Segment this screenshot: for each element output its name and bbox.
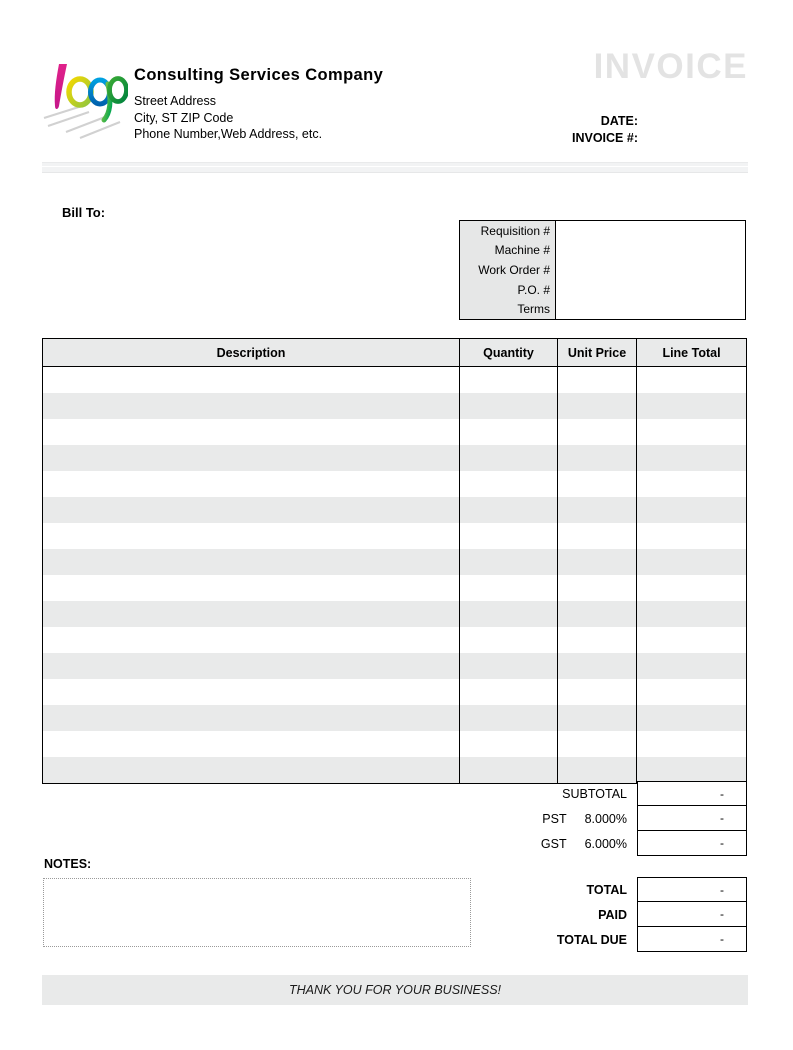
cell-quantity[interactable] bbox=[460, 601, 558, 627]
total-due-row bbox=[420, 927, 747, 952]
cell-description[interactable] bbox=[43, 575, 460, 601]
requisition-label-po: P.O. # bbox=[517, 282, 550, 297]
cell-quantity[interactable] bbox=[460, 679, 558, 705]
cell-description[interactable] bbox=[43, 471, 460, 497]
tax-totals-block bbox=[420, 781, 747, 856]
requisition-label-terms: Terms bbox=[517, 302, 550, 317]
address-line-1: Street Address bbox=[134, 94, 216, 108]
cell-quantity[interactable] bbox=[460, 367, 558, 393]
cell-unit-price[interactable] bbox=[558, 731, 637, 757]
cell-quantity[interactable] bbox=[460, 393, 558, 419]
cell-unit-price[interactable] bbox=[558, 601, 637, 627]
column-header-unit-price: Unit Price bbox=[558, 339, 637, 366]
pst-label-group bbox=[420, 806, 637, 831]
cell-unit-price[interactable] bbox=[558, 627, 637, 653]
cell-description[interactable] bbox=[43, 757, 460, 783]
company-info bbox=[134, 65, 554, 143]
pst-label: PST bbox=[542, 811, 567, 826]
cell-description[interactable] bbox=[43, 601, 460, 627]
requisition-label-machine: Machine # bbox=[494, 243, 550, 258]
cell-line-total[interactable] bbox=[637, 471, 746, 497]
cell-line-total[interactable] bbox=[637, 549, 746, 575]
cell-quantity[interactable] bbox=[460, 471, 558, 497]
cell-unit-price[interactable] bbox=[558, 575, 637, 601]
cell-line-total[interactable] bbox=[637, 419, 746, 445]
cell-quantity[interactable] bbox=[460, 575, 558, 601]
company-name: Consulting Services Company bbox=[134, 66, 384, 84]
pst-rate[interactable]: 8.000% bbox=[584, 811, 627, 826]
cell-quantity[interactable] bbox=[460, 757, 558, 783]
table-row[interactable] bbox=[43, 445, 746, 471]
invoice-watermark-title: INVOICE bbox=[593, 47, 748, 86]
requisition-box bbox=[459, 220, 746, 320]
total-due-label: TOTAL DUE bbox=[556, 932, 627, 947]
cell-description[interactable] bbox=[43, 419, 460, 445]
requisition-label-requisition: Requisition # bbox=[480, 223, 550, 238]
cell-description[interactable] bbox=[43, 367, 460, 393]
cell-unit-price[interactable] bbox=[558, 549, 637, 575]
column-header-quantity: Quantity bbox=[460, 339, 558, 366]
pst-row bbox=[420, 806, 747, 831]
cell-unit-price[interactable] bbox=[558, 523, 637, 549]
invoice-meta bbox=[572, 113, 638, 147]
requisition-value-requisition[interactable] bbox=[556, 221, 745, 241]
cell-quantity[interactable] bbox=[460, 627, 558, 653]
invoice-header bbox=[42, 48, 748, 148]
column-header-line-total: Line Total bbox=[662, 345, 721, 360]
cell-line-total[interactable] bbox=[637, 367, 746, 393]
cell-description[interactable] bbox=[43, 393, 460, 419]
cell-line-total[interactable] bbox=[637, 731, 746, 757]
cell-unit-price[interactable] bbox=[558, 705, 637, 731]
table-row[interactable] bbox=[43, 731, 746, 757]
address-line-2: City, ST ZIP Code bbox=[134, 110, 234, 125]
cell-quantity[interactable] bbox=[460, 445, 558, 471]
cell-line-total[interactable] bbox=[637, 497, 746, 523]
gst-label: GST bbox=[540, 836, 567, 851]
table-row[interactable] bbox=[43, 627, 746, 653]
table-row[interactable] bbox=[43, 523, 746, 549]
cell-description[interactable] bbox=[43, 549, 460, 575]
pst-value[interactable]: - bbox=[637, 806, 747, 831]
requisition-value-po[interactable] bbox=[556, 280, 745, 300]
cell-description[interactable] bbox=[43, 445, 460, 471]
cell-unit-price[interactable] bbox=[558, 393, 637, 419]
cell-line-total[interactable] bbox=[637, 705, 746, 731]
table-row[interactable] bbox=[43, 679, 746, 705]
requisition-label-column bbox=[460, 221, 556, 319]
cell-line-total[interactable] bbox=[637, 679, 746, 705]
cell-description[interactable] bbox=[43, 705, 460, 731]
cell-unit-price[interactable] bbox=[558, 419, 637, 445]
cell-line-total[interactable] bbox=[637, 627, 746, 653]
final-totals-block bbox=[420, 877, 747, 952]
total-due-value[interactable]: - bbox=[637, 927, 747, 952]
cell-description[interactable] bbox=[43, 731, 460, 757]
requisition-value-machine[interactable] bbox=[556, 241, 745, 261]
line-items-body bbox=[43, 367, 746, 783]
total-label: TOTAL bbox=[586, 882, 627, 897]
subtotal-value[interactable]: - bbox=[637, 781, 747, 806]
cell-line-total[interactable] bbox=[637, 523, 746, 549]
cell-quantity[interactable] bbox=[460, 497, 558, 523]
cell-description[interactable] bbox=[43, 627, 460, 653]
requisition-label-work-order: Work Order # bbox=[478, 262, 550, 277]
cell-quantity[interactable] bbox=[460, 731, 558, 757]
table-row[interactable] bbox=[43, 549, 746, 575]
cell-quantity[interactable] bbox=[460, 523, 558, 549]
cell-description[interactable] bbox=[43, 679, 460, 705]
subtotal-row bbox=[420, 781, 747, 806]
requisition-value-terms[interactable] bbox=[556, 299, 745, 319]
paid-row bbox=[420, 902, 747, 927]
header-divider bbox=[42, 162, 748, 173]
subtotal-label: SUBTOTAL bbox=[562, 786, 627, 801]
footer-banner bbox=[42, 975, 748, 1005]
line-items-table bbox=[42, 338, 747, 784]
cell-quantity[interactable] bbox=[460, 419, 558, 445]
table-row[interactable] bbox=[43, 705, 746, 731]
gst-row bbox=[420, 831, 747, 856]
gst-label-group bbox=[420, 831, 637, 856]
cell-quantity[interactable] bbox=[460, 549, 558, 575]
table-row[interactable] bbox=[43, 601, 746, 627]
cell-line-total[interactable] bbox=[637, 601, 746, 627]
company-logo bbox=[42, 50, 128, 142]
total-row bbox=[420, 877, 747, 902]
cell-line-total[interactable] bbox=[637, 393, 746, 419]
cell-line-total[interactable] bbox=[637, 757, 746, 783]
cell-description[interactable] bbox=[43, 523, 460, 549]
table-row[interactable] bbox=[43, 575, 746, 601]
table-row[interactable] bbox=[43, 497, 746, 523]
cell-unit-price[interactable] bbox=[558, 497, 637, 523]
cell-unit-price[interactable] bbox=[558, 367, 637, 393]
gst-rate[interactable]: 6.000% bbox=[584, 836, 627, 851]
paid-value[interactable]: - bbox=[637, 902, 747, 927]
subtotal-label-group bbox=[420, 781, 637, 806]
gst-value[interactable]: - bbox=[637, 831, 747, 856]
cell-unit-price[interactable] bbox=[558, 471, 637, 497]
table-row[interactable] bbox=[43, 757, 746, 783]
company-address bbox=[134, 93, 554, 143]
requisition-value-column bbox=[556, 221, 745, 319]
table-row[interactable] bbox=[43, 419, 746, 445]
address-line-3: Phone Number,Web Address, etc. bbox=[134, 127, 323, 141]
table-row[interactable] bbox=[43, 393, 746, 419]
column-header-description: Description bbox=[43, 339, 460, 366]
cell-unit-price[interactable] bbox=[558, 679, 637, 705]
invoice-number-label: INVOICE #: bbox=[572, 131, 638, 145]
line-items-header-row bbox=[43, 339, 746, 367]
notes-input-box[interactable] bbox=[43, 878, 471, 947]
bill-to-label: Bill To: bbox=[62, 205, 106, 220]
cell-quantity[interactable] bbox=[460, 653, 558, 679]
cell-unit-price[interactable] bbox=[558, 653, 637, 679]
total-value[interactable]: - bbox=[637, 877, 747, 902]
cell-unit-price[interactable] bbox=[558, 757, 637, 783]
notes-label: NOTES: bbox=[44, 857, 92, 871]
table-row[interactable] bbox=[43, 653, 746, 679]
requisition-value-work-order[interactable] bbox=[556, 260, 745, 280]
footer-message: THANK YOU FOR YOUR BUSINESS! bbox=[288, 983, 502, 997]
cell-line-total[interactable] bbox=[637, 445, 746, 471]
cell-line-total[interactable] bbox=[637, 575, 746, 601]
cell-line-total[interactable] bbox=[637, 653, 746, 679]
table-row[interactable] bbox=[43, 367, 746, 393]
cell-unit-price[interactable] bbox=[558, 445, 637, 471]
cell-quantity[interactable] bbox=[460, 705, 558, 731]
paid-label: PAID bbox=[598, 907, 627, 922]
cell-description[interactable] bbox=[43, 497, 460, 523]
table-row[interactable] bbox=[43, 471, 746, 497]
date-label: DATE: bbox=[600, 114, 638, 128]
cell-description[interactable] bbox=[43, 653, 460, 679]
